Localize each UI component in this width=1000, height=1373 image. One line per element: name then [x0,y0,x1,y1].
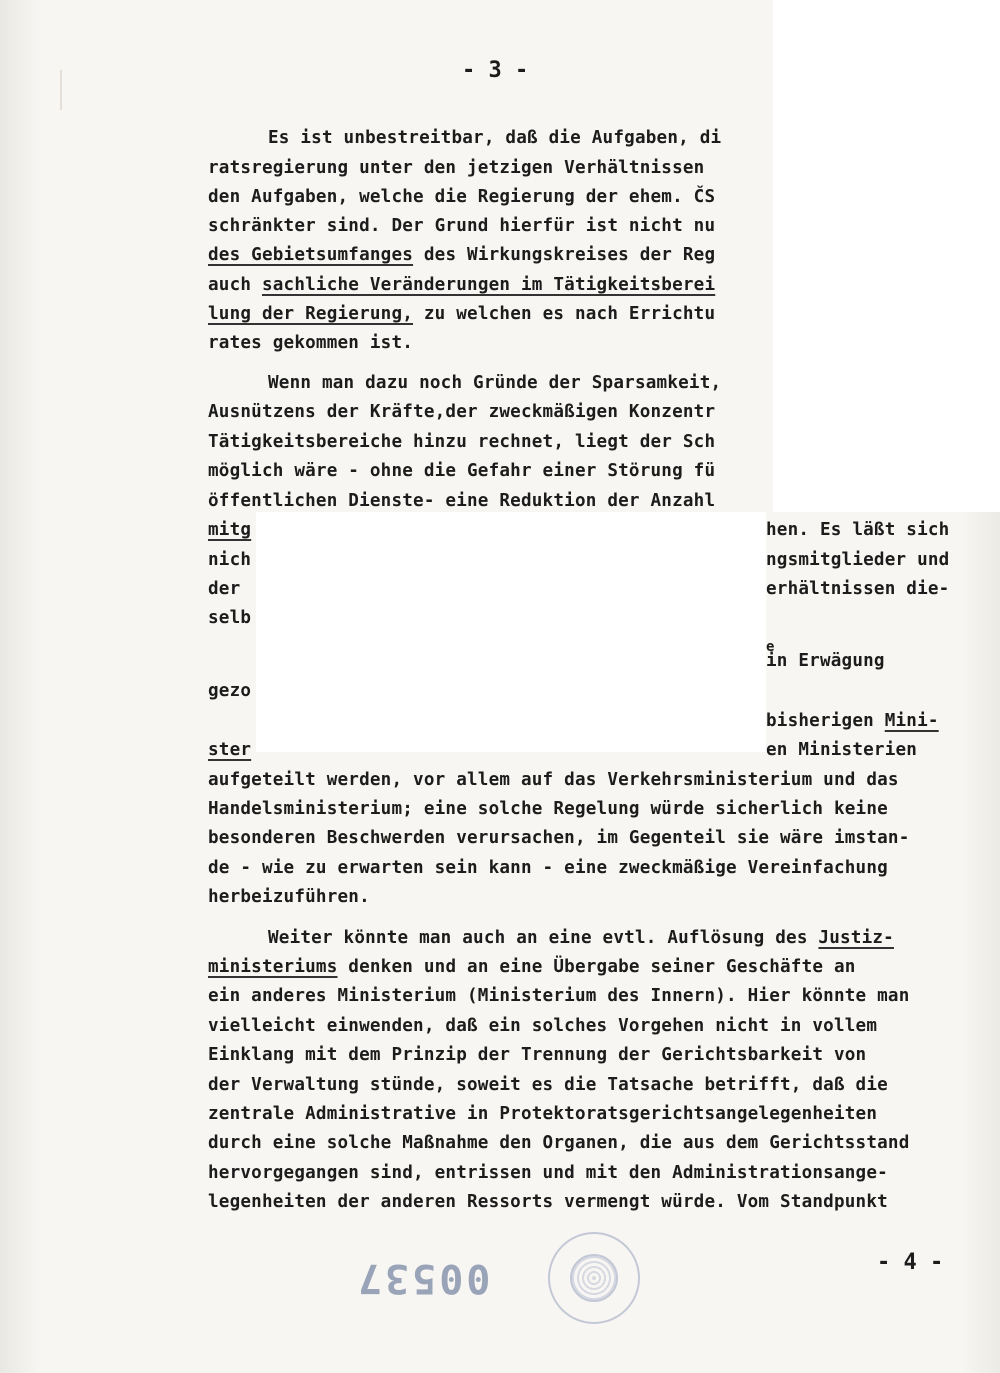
text-segment: bisherigen [766,711,885,731]
text-line [208,1194,888,1212]
text-line [268,375,721,393]
text-segment: herbeizuführen. [208,887,370,907]
text-segment: zu welchen es nach Errichtu [413,304,716,324]
text-segment: auch [208,275,262,295]
text-segment: gezo [208,681,252,701]
page-number-top: - 3 - [462,58,529,83]
text-line [208,434,715,452]
text-segment: selb [208,608,252,628]
text-line [208,522,251,540]
text-segment: de - wie zu erwarten sein kann - eine zweckmäßige Vereinfachung [208,858,888,878]
underlined-text: des Gebietsumfanges [208,245,414,265]
text-segment: nich [208,550,252,570]
text-segment: hen. Es läßt sich [766,520,950,540]
text-line [766,742,917,760]
text-segment: vielleicht einwenden, daß ein solches Vorgehen nicht in vollem [208,1016,878,1036]
text-line [208,581,240,599]
text-line [208,1077,888,1095]
underlined-text: lung der Regierung, [208,304,414,324]
text-line [208,1165,888,1183]
text-segment: den Aufgaben, welche die Regierung der ehem. ČS [208,187,716,207]
text-segment: hervorgegangen sind, entrissen und mit den Administrationsange- [208,1163,888,1183]
text-line [208,889,370,907]
page-number-bottom: - 4 - [877,1250,944,1275]
text-segment: besonderen Beschwerden verursachen, im Gegenteil sie wäre imstan- [208,828,910,848]
text-segment: der Verwaltung stünde, soweit es die Tatsache betrifft, daß die [208,1075,888,1095]
text-line [208,959,856,977]
text-segment: ein anderes Ministerium (Ministerium des Innern). Hier könnte man [208,986,910,1006]
text-segment: öffentlichen Dienste- eine Reduktion der Anzahl [208,491,716,511]
text-line [208,1135,910,1153]
text-line [766,653,885,671]
text-segment: Weiter könnte man auch an eine evtl. Auflösung des [268,928,819,948]
text-segment: Tätigkeitsbereiche hinzu rechnet, liegt der Sch [208,432,716,452]
redaction-center [256,512,766,752]
text-line [208,610,251,628]
text-line [208,1106,877,1124]
text-line [208,335,413,353]
text-line [268,130,721,148]
text-line [208,830,910,848]
underlined-text: Mini- [884,711,939,731]
underlined-text: ministeriums [208,957,338,977]
text-segment: ngsmitglieder und [766,550,950,570]
text-line [268,930,894,948]
underlined-text: sachliche Veränderungen im Tätigkeitsberei [261,275,716,295]
text-segment: denken und an eine Übergabe seiner Geschäfte an [337,957,856,977]
text-segment: Ausnützens der Kräfte,der zweckmäßigen Konzentr [208,402,716,422]
text-line [208,277,715,295]
underlined-text: mitg [208,520,252,540]
text-line [208,742,251,760]
text-segment: e [766,639,775,655]
text-segment: erhältnissen die- [766,579,950,599]
text-line [766,713,939,731]
text-segment: en Ministerien [766,740,918,760]
text-line [766,522,949,540]
text-segment: möglich wäre - ohne die Gefahr einer Störung fü [208,461,716,481]
text-segment: rates gekommen ist. [208,333,414,353]
archive-seal-icon [548,1232,640,1324]
text-line [208,160,704,178]
text-segment: schränkter sind. Der Grund hierfür ist nicht nu [208,216,716,236]
text-line [208,772,899,790]
text-line [208,218,715,236]
text-segment: der [208,579,241,599]
redaction-right [773,0,1000,512]
text-line [208,988,910,1006]
text-segment: ratsregierung unter den jetzigen Verhältnissen [208,158,705,178]
text-line [208,860,888,878]
text-line [766,581,949,599]
archive-stamp-number: 00537 [355,1255,491,1301]
text-line [208,247,715,265]
text-segment: durch eine solche Maßnahme den Organen, die aus dem Gerichtsstand [208,1133,910,1153]
text-segment: aufgeteilt werden, vor allem auf das Verkehrsministerium und das [208,770,899,790]
text-line [208,683,251,701]
text-line [208,801,888,819]
text-line [208,306,715,324]
text-line [208,463,715,481]
text-segment: des Wirkungskreises der Reg [413,245,716,265]
underlined-text: Justiz- [818,928,894,948]
pencil-mark [60,70,68,110]
text-segment: Es ist unbestreitbar, daß die Aufgaben, di [268,128,722,148]
text-line [208,404,715,422]
text-line [208,189,715,207]
text-segment: legenheiten der anderen Ressorts vermengt würde. Vom Standpunkt [208,1192,888,1212]
text-segment: in Erwägung [766,651,885,671]
text-segment: Handelsministerium; eine solche Regelung würde sicherlich keine [208,799,888,819]
text-segment: Wenn man dazu noch Gründe der Sparsamkeit, [268,373,722,393]
text-segment: Einklang mit dem Prinzip der Trennung der Gerichtsbarkeit von [208,1045,867,1065]
text-line [208,1018,877,1036]
text-line [208,1047,866,1065]
text-segment: zentrale Administrative in Protektoratsgerichtsangelegenheiten [208,1104,878,1124]
text-line [208,552,251,570]
text-line [766,552,949,570]
text-line [208,493,715,511]
underlined-text: ster [208,740,252,760]
